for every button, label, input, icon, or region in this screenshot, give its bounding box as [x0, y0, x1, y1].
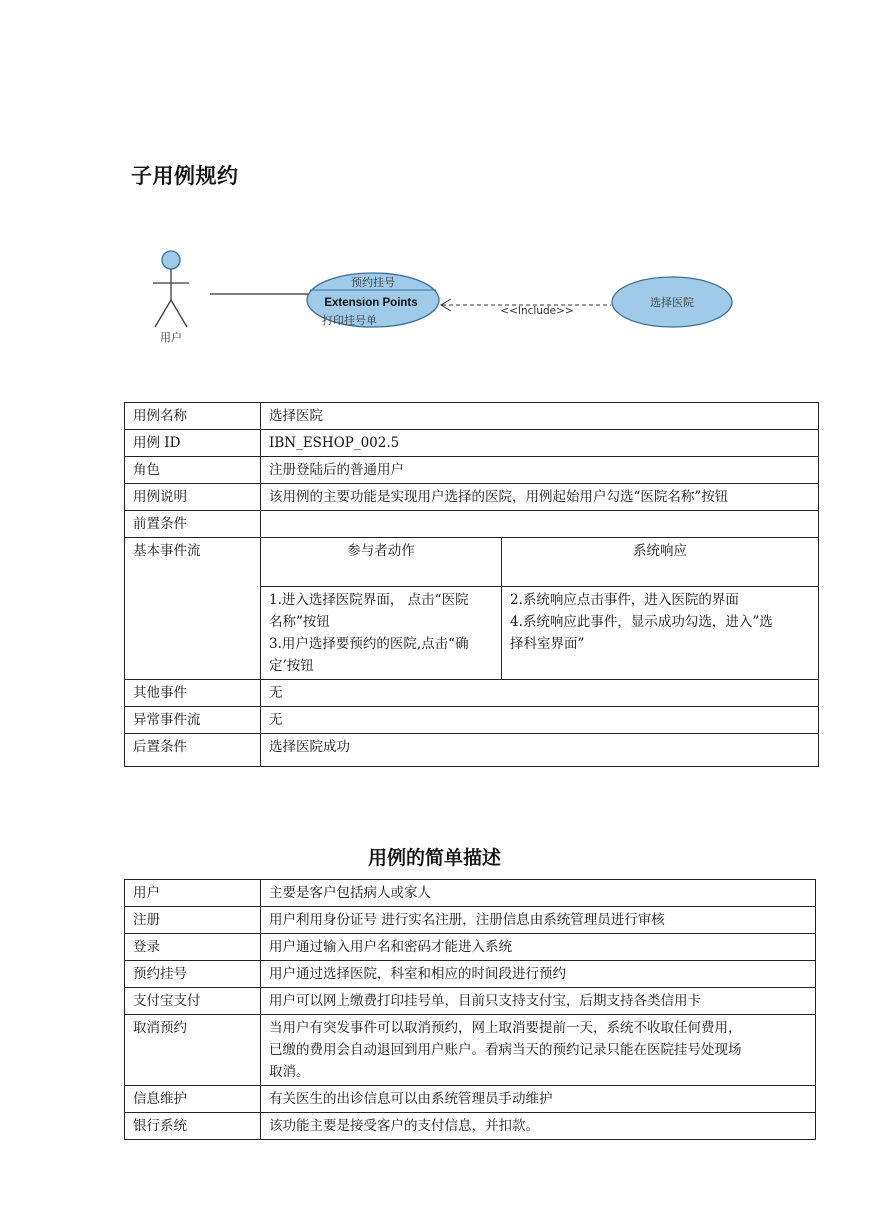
row-value: 用户可以网上缴费打印挂号单，目前只支持支付宝，后期支持各类信用卡	[261, 988, 816, 1015]
row-value: 选择医院成功	[261, 734, 819, 767]
row-key: 后置条件	[125, 734, 261, 767]
flow-key: 基本事件流	[125, 538, 261, 680]
desc-table	[124, 879, 816, 1140]
row-value: 该功能主要是接受客户的支付信息，并扣款。	[261, 1113, 816, 1140]
actor-line: 定’按钮	[269, 658, 314, 674]
row-key: 用例名称	[125, 403, 261, 430]
table-row	[125, 1015, 816, 1086]
actor-line: 名称”按钮	[269, 614, 330, 630]
row-key: 登录	[125, 934, 261, 961]
actor-label: 用户	[160, 331, 182, 344]
row-value: 用户通过输入用户名和密码才能进入系统	[261, 934, 816, 961]
system-responses	[502, 587, 819, 680]
actor-line: 3.用户选择要预约的医院,点击“确	[269, 636, 469, 652]
table-row	[125, 961, 816, 988]
value-line: 取消。	[269, 1064, 310, 1080]
row-key: 预约挂号	[125, 961, 261, 988]
relation-label: <<Include>>	[500, 305, 574, 317]
table-row	[125, 988, 816, 1015]
table-row	[125, 1086, 816, 1113]
value-line: 当用户有突发事件可以取消预约，网上取消要提前一天，系统不收取任何费用，	[269, 1020, 742, 1036]
row-key: 用户	[125, 880, 261, 907]
section-title: 子用例规约	[131, 164, 239, 188]
row-key: 其他事件	[125, 680, 261, 707]
row-key: 用例说明	[125, 484, 261, 511]
actor-icon	[153, 251, 189, 327]
table-row	[125, 680, 819, 707]
actor-line: 1.进入选择医院界面， 点击“医院	[269, 592, 469, 608]
row-key: 前置条件	[125, 511, 261, 538]
system-line: 4.系统响应此事件，显示成功勾选，进入”选	[510, 614, 773, 630]
row-key: 角色	[125, 457, 261, 484]
extension-points-label: Extension Points	[324, 297, 418, 309]
row-value: 无	[261, 707, 819, 734]
row-value: 选择医院	[261, 403, 819, 430]
table-row	[125, 734, 819, 767]
row-value: IBN_ESHOP_002.5	[261, 430, 819, 457]
row-key: 支付宝支付	[125, 988, 261, 1015]
system-line: 择科室界面”	[510, 636, 585, 652]
flow-table	[261, 538, 818, 679]
table-row	[125, 430, 819, 457]
flow-row	[125, 538, 819, 680]
row-key: 异常事件流	[125, 707, 261, 734]
row-value	[261, 511, 819, 538]
table-row	[125, 1113, 816, 1140]
row-key: 信息维护	[125, 1086, 261, 1113]
row-value: 用户利用身份证号 进行实名注册，注册信息由系统管理员进行审核	[261, 907, 816, 934]
table-row	[125, 511, 819, 538]
row-key: 取消预约	[125, 1015, 261, 1086]
row-value: 注册登陆后的普通用户	[261, 457, 819, 484]
row-key: 银行系统	[125, 1113, 261, 1140]
system-header: 系统响应	[502, 538, 819, 587]
table-row	[125, 403, 819, 430]
target-usecase-label: 选择医院	[650, 296, 694, 309]
table-row	[125, 907, 816, 934]
table-row	[125, 934, 816, 961]
row-key: 注册	[125, 907, 261, 934]
spec-table	[124, 402, 819, 767]
row-value: 主要是客户包括病人或家人	[261, 880, 816, 907]
actor-actions	[261, 587, 502, 680]
actor-header: 参与者动作	[261, 538, 502, 587]
table-row	[125, 880, 816, 907]
usecase-label: 预约挂号	[351, 276, 395, 289]
table-row	[125, 457, 819, 484]
table-row	[125, 484, 819, 511]
extension-point-item: 打印挂号单	[322, 314, 377, 327]
use-case-diagram	[120, 240, 760, 360]
system-line: 2.系统响应点击事件，进入医院的界面	[510, 592, 739, 608]
flow-cell	[261, 538, 819, 680]
row-value: 无	[261, 680, 819, 707]
row-key: 用例 ID	[125, 430, 261, 457]
desc-title: 用例的简单描述	[367, 847, 501, 869]
row-value: 有关医生的出诊信息可以由系统管理员手动维护	[261, 1086, 816, 1113]
value-line: 已缴的费用会自动退回到用户账户。看病当天的预约记录只能在医院挂号处现场	[269, 1042, 742, 1058]
table-row	[125, 707, 819, 734]
row-value	[261, 1015, 816, 1086]
row-value: 用户通过选择医院，科室和相应的时间段进行预约	[261, 961, 816, 988]
row-value: 该用例的主要功能是实现用户选择的医院，用例起始用户勾选“医院名称”按钮	[261, 484, 819, 511]
